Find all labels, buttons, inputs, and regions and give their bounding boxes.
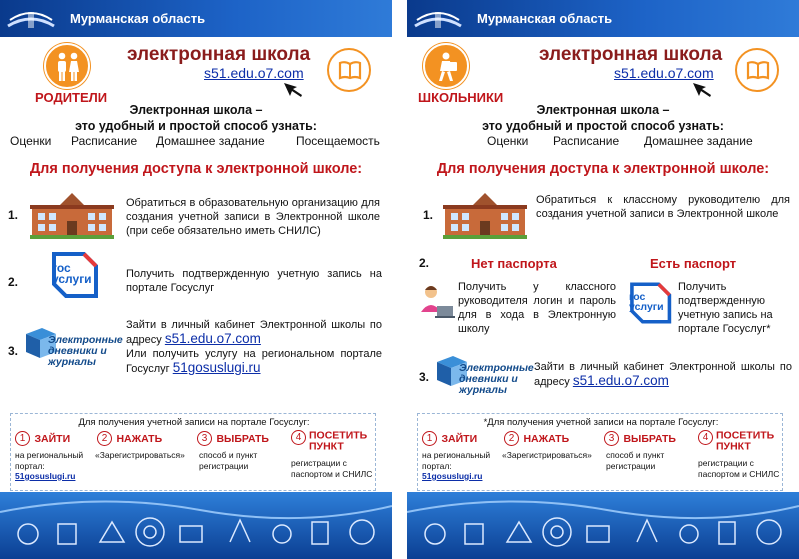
step-1-text: Обратиться к классному руководителю для создания учетной записи в Электронной школе (536, 194, 790, 220)
step-number: 2. (419, 256, 430, 270)
school-url-link[interactable]: s51.edu.o7.com (572, 373, 669, 388)
school-building-icon (30, 187, 114, 239)
way-item: Расписание (71, 134, 138, 148)
gosuslugi-logo-text: гос услуги (629, 291, 664, 313)
school-doodles-icon (407, 492, 799, 559)
gosuslugi-registration-box (10, 413, 376, 491)
step-2-text: Получить подтвержденную учетную запись на портале Госуслуг (126, 268, 382, 294)
region-header (407, 0, 799, 37)
action-4: 4 ПОСЕТИТЬ ПУНКТ (698, 430, 782, 453)
region-book-logo-icon (413, 6, 463, 32)
school-title: электронная школа (127, 44, 311, 65)
tagline-line-1: Электронная школа – (536, 103, 670, 117)
school-url-link[interactable]: s51.edu.o7.com (164, 331, 261, 346)
student-icon (423, 43, 469, 89)
step-number: 1. (423, 208, 434, 222)
has-passport-title: Есть паспорт (650, 256, 737, 271)
book-icon (735, 48, 779, 92)
step-number: 1. (8, 208, 19, 222)
parents-leaflet (0, 0, 392, 559)
action-4: 4 ПОСЕТИТЬ ПУНКТ (291, 430, 375, 453)
way-item: Оценки (487, 134, 529, 148)
footer-banner (407, 492, 799, 559)
gosuslugi-logo (44, 250, 100, 300)
footer-banner (0, 492, 392, 559)
step-number: 3. (419, 370, 430, 384)
way-item: Домашнее задание (156, 134, 265, 148)
parents-icon (44, 43, 90, 89)
region-name: Мурманская область (477, 11, 613, 26)
school-building-icon (443, 187, 527, 239)
gosuslugi-logo-text: гос услуги (52, 261, 92, 286)
action-3-desc: способ и пункт регистрации (199, 450, 258, 471)
box-title: *Для получения учетной записи на портале Госуслуг: (483, 417, 719, 428)
ej-logo (433, 350, 533, 404)
way-item: Домашнее задание (644, 134, 753, 148)
has-passport-text: Получить подтвержденную учетную запись на портале Госуслуг* (678, 281, 773, 335)
gosuslugi-logo (623, 280, 673, 326)
school-title: электронная школа (539, 44, 723, 65)
action-1-desc: на региональный портал: 51gosuslugi.ru (422, 450, 491, 481)
action-1: 1 ЗАЙТИ (15, 430, 70, 448)
gosuslugi-link[interactable]: 51gosuslugi.ru (172, 360, 261, 375)
step-3-text: Зайти в личный кабинет Электронной школы по адресу s51.edu.o7.com (534, 361, 792, 388)
access-title: Для получения доступа к электронной школе: (436, 161, 770, 177)
action-2: 2 НАЖАТЬ (97, 430, 162, 448)
audience-label: ШКОЛЬНИКИ (418, 90, 504, 105)
gosuslugi-link[interactable]: 51gosuslugi.ru (422, 471, 483, 481)
step-3-text: Зайти в личный кабинет Электронной школы по адресу s51.edu.o7.com Или получить услугу на региональном портале Госуслуг 51gosuslugi.ru (126, 319, 382, 375)
way-item: Оценки (10, 134, 52, 148)
step-number: 3. (8, 344, 19, 358)
tagline-line-1: Электронная школа – (129, 103, 263, 117)
gosuslugi-registration-box (417, 413, 783, 491)
action-2-desc: «Зарегистрироваться» (502, 450, 592, 460)
region-book-logo-icon (6, 6, 56, 32)
students-leaflet (407, 0, 799, 559)
cursor-arrow-icon (692, 82, 712, 98)
teacher-at-laptop-icon (411, 284, 455, 322)
action-2-desc: «Зарегистрироваться» (95, 450, 185, 460)
tagline-line-2: это удобный и простой способ узнать: (75, 119, 317, 133)
book-icon (327, 48, 371, 92)
school-url-link[interactable]: s51.edu.o7.com (614, 65, 714, 81)
ej-logo (22, 322, 122, 376)
region-name: Мурманская область (70, 11, 206, 26)
ej-logo-text: Электронные дневники и журналы (48, 334, 123, 368)
action-4-desc: регистрации с паспортом и СНИЛС (698, 458, 780, 479)
way-item: Расписание (553, 134, 620, 148)
region-header (0, 0, 392, 37)
no-passport-text: Получить у классного руководителя логин и пароль для в хода в Электронную школу (458, 281, 616, 335)
no-passport-title: Нет паспорта (471, 256, 557, 271)
action-1-desc: на региональный портал: 51gosuslugi.ru (15, 450, 84, 481)
action-3-desc: способ и пункт регистрации (606, 450, 665, 471)
audience-label: РОДИТЕЛИ (35, 90, 108, 105)
action-2: 2 НАЖАТЬ (504, 430, 569, 448)
access-title: Для получения доступа к электронной школе: (29, 161, 363, 177)
action-4-desc: регистрации с паспортом и СНИЛС (291, 458, 373, 479)
gosuslugi-link[interactable]: 51gosuslugi.ru (15, 471, 76, 481)
school-url-link[interactable]: s51.edu.o7.com (204, 65, 304, 81)
cursor-arrow-icon (283, 82, 303, 98)
box-title: Для получения учетной записи на портале Госуслуг: (78, 417, 310, 428)
step-1-text: Обратиться в образовательную организацию для создания учетной записи в Электронной школе (при себе обязательно иметь СНИЛС) (126, 197, 380, 237)
action-1: 1 ЗАЙТИ (422, 430, 477, 448)
ej-logo-text: Электронные дневники и журналы (459, 362, 534, 396)
action-3: 3 ВЫБРАТЬ (604, 430, 676, 448)
action-3: 3 ВЫБРАТЬ (197, 430, 269, 448)
step-number: 2. (8, 275, 19, 289)
tagline-line-2: это удобный и простой способ узнать: (482, 119, 724, 133)
way-item: Посещаемость (296, 134, 380, 148)
school-doodles-icon (0, 492, 392, 559)
